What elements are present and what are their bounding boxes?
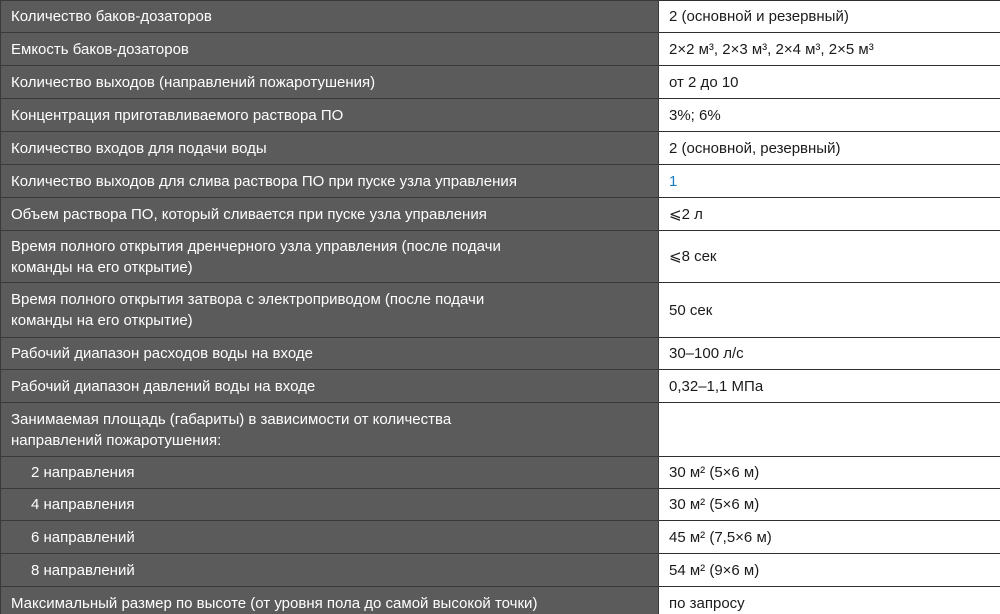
- value-cell: ⩽2 л: [659, 198, 1000, 231]
- param-cell: Емкость баков-дозаторов: [1, 33, 659, 66]
- param-line-1: Время полного открытия дренчерного узла управления (после подачи: [11, 237, 501, 255]
- table-row: [1, 132, 1000, 165]
- param-line-2: команды на его открытие): [11, 258, 193, 276]
- param-cell: Рабочий диапазон расходов воды на входе: [1, 338, 659, 370]
- value-cell-link[interactable]: 1: [659, 165, 1000, 198]
- param-line-1: Занимаемая площадь (габариты) в зависимости от количества: [11, 410, 452, 428]
- param-cell-sub: 6 направлений: [1, 521, 659, 554]
- value-cell: 0,32–1,1 МПа: [659, 370, 1000, 403]
- table-row: [1, 587, 1000, 614]
- value-cell: 50 сек: [659, 283, 1000, 338]
- table-row: [1, 403, 1000, 457]
- param-cell: Количество выходов для слива раствора ПО при пуске узла управления: [1, 165, 659, 198]
- param-cell: Объем раствора ПО, который сливается при пуске узла управления: [1, 198, 659, 231]
- table-row: [1, 521, 1000, 554]
- param-cell-sub: 8 направлений: [1, 554, 659, 587]
- table-row: [1, 165, 1000, 198]
- table-row: [1, 338, 1000, 370]
- value-cell: по запросу: [659, 587, 1000, 614]
- param-cell: Концентрация приготавливаемого раствора ПО: [1, 99, 659, 132]
- table-row: [1, 66, 1000, 99]
- value-cell: 2 (основной и резервный): [659, 1, 1000, 33]
- param-line-1: Время полного открытия затвора с электроприводом (после подачи: [11, 291, 485, 308]
- value-cell: от 2 до 10: [659, 66, 1000, 99]
- value-cell-empty: [659, 403, 1000, 457]
- param-cell: Количество выходов (направлений пожаротушения): [1, 66, 659, 99]
- param-cell: Максимальный размер по высоте (от уровня пола до самой высокой точки): [1, 587, 659, 614]
- table-row: [1, 554, 1000, 587]
- table-row: [1, 231, 1000, 283]
- table-row: [1, 370, 1000, 403]
- value-cell: 2 (основной, резервный): [659, 132, 1000, 165]
- value-cell: 3%; 6%: [659, 99, 1000, 132]
- param-cell: Количество баков-дозаторов: [1, 1, 659, 33]
- table-row: [1, 33, 1000, 66]
- param-cell-sub: 4 направления: [1, 489, 659, 521]
- table-row: [1, 198, 1000, 231]
- value-cell: 54 м² (9×6 м): [659, 554, 1000, 587]
- table-row: [1, 489, 1000, 521]
- param-cell: [1, 403, 659, 457]
- param-line-2: команды на его открытие): [11, 312, 193, 329]
- value-cell: 45 м² (7,5×6 м): [659, 521, 1000, 554]
- value-cell: 30 м² (5×6 м): [659, 489, 1000, 521]
- value-cell: ⩽8 сек: [659, 231, 1000, 283]
- param-cell: Количество входов для подачи воды: [1, 132, 659, 165]
- table-row: [1, 457, 1000, 489]
- value-cell: 30 м² (5×6 м): [659, 457, 1000, 489]
- table-row: [1, 99, 1000, 132]
- value-cell: 30–100 л/с: [659, 338, 1000, 370]
- table-row: [1, 283, 1000, 338]
- param-cell-sub: 2 направления: [1, 457, 659, 489]
- param-cell: [1, 283, 659, 338]
- table-row: [1, 1, 1000, 33]
- param-cell: Рабочий диапазон давлений воды на входе: [1, 370, 659, 403]
- value-cell: 2×2 м³, 2×3 м³, 2×4 м³, 2×5 м³: [659, 33, 1000, 66]
- param-cell: [1, 231, 659, 283]
- param-line-2: направлений пожаротушения:: [11, 431, 222, 449]
